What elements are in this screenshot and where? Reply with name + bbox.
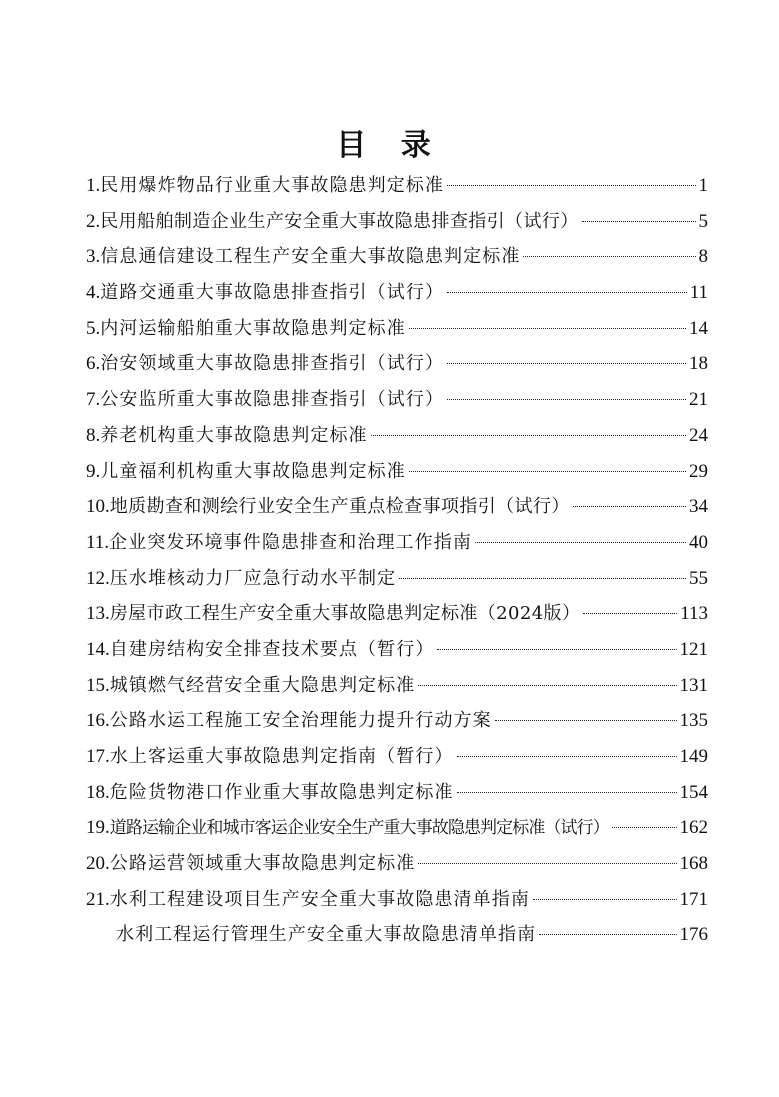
toc-entry-page: 40 xyxy=(689,531,708,553)
dot-leader xyxy=(457,792,677,793)
toc-entry-page: 14 xyxy=(689,317,708,339)
toc-entry[interactable] xyxy=(86,525,708,561)
toc-entry[interactable] xyxy=(86,775,708,811)
page-title: 目 录 xyxy=(336,128,443,163)
toc-entry[interactable] xyxy=(86,168,708,204)
toc-entry-title: 自建房结构安全排查技术要点（暂行） xyxy=(109,638,435,660)
toc-entry[interactable] xyxy=(86,239,708,275)
toc-entry-page: 55 xyxy=(689,567,708,589)
toc-entry-number: 19. xyxy=(86,817,110,839)
toc-entry-page: 171 xyxy=(679,888,708,910)
dot-leader xyxy=(539,934,676,935)
dot-leader xyxy=(399,578,686,579)
dot-leader xyxy=(437,649,676,650)
toc-entry-number: 15. xyxy=(86,674,110,696)
toc-entry[interactable] xyxy=(86,703,708,739)
toc-entry-title: 民用船舶制造企业生产安全重大事故隐患排查指引（试行） xyxy=(100,210,579,232)
dot-leader xyxy=(573,506,686,507)
dot-leader xyxy=(612,827,677,828)
toc-entry[interactable] xyxy=(86,418,708,454)
toc-entry-page: 5 xyxy=(698,210,708,232)
toc-entry-number: 5. xyxy=(86,317,101,339)
toc-entry[interactable] xyxy=(86,810,708,846)
toc-entry[interactable] xyxy=(86,882,708,918)
toc-entry-page: 18 xyxy=(689,353,708,375)
toc-entry[interactable] xyxy=(86,311,708,347)
dot-leader xyxy=(582,221,696,222)
toc-entry-number: 16. xyxy=(86,710,110,732)
toc-entry[interactable] xyxy=(86,668,708,704)
dot-leader xyxy=(523,256,695,257)
toc-entry-title: 养老机构重大事故隐患判定标准 xyxy=(100,424,368,446)
dot-leader xyxy=(447,399,686,400)
toc-entry-title: 道路交通重大事故隐患排查指引（试行） xyxy=(100,282,445,304)
toc-entry[interactable] xyxy=(86,275,708,311)
toc-entry-page: 29 xyxy=(689,460,708,482)
toc-entry-number: 17. xyxy=(86,746,110,767)
toc-entry-number: 13. xyxy=(86,603,110,625)
dot-leader xyxy=(371,435,686,436)
toc-entry-number: 8. xyxy=(86,424,101,446)
toc-entry-page: 176 xyxy=(679,924,708,946)
dot-leader xyxy=(418,863,676,864)
dot-leader xyxy=(409,471,686,472)
toc-entry-number: 21. xyxy=(86,888,110,910)
toc-entry-title: 公路运营领域重大事故隐患判定标准 xyxy=(109,853,416,875)
toc-entry-title: 房屋市政工程生产安全重大事故隐患判定标准（2024版） xyxy=(109,603,581,625)
toc-entry-number: 14. xyxy=(86,638,110,660)
toc-entry-page: 121 xyxy=(679,638,708,660)
toc-entry-number: 10. xyxy=(86,496,110,518)
toc-entry-page: 21 xyxy=(689,389,708,411)
dot-leader xyxy=(418,685,676,686)
toc-entry[interactable] xyxy=(86,489,708,525)
toc-entry[interactable] xyxy=(86,204,708,240)
toc-entry-page: 162 xyxy=(679,817,708,839)
toc-entry[interactable] xyxy=(86,454,708,490)
dot-leader xyxy=(447,185,695,186)
toc-entry-number: 6. xyxy=(86,353,101,375)
toc-entry[interactable] xyxy=(86,739,708,775)
dot-leader xyxy=(475,542,686,543)
toc-entry-number: 2. xyxy=(86,210,101,232)
toc-entry-number: 11. xyxy=(86,531,110,553)
toc-entry-page: 135 xyxy=(679,710,708,732)
toc-entry-title: 企业突发环境事件隐患排查和治理工作指南 xyxy=(109,531,472,553)
toc-entry-page: 24 xyxy=(689,424,708,446)
toc-entry-page: 8 xyxy=(698,246,708,268)
toc-entry-number: 4. xyxy=(86,282,101,304)
toc-entry[interactable] xyxy=(86,561,708,597)
toc-entry-title: 公路水运工程施工安全治理能力提升行动方案 xyxy=(109,710,492,732)
toc-entry-page: 1 xyxy=(698,175,708,196)
toc-entry[interactable] xyxy=(86,632,708,668)
toc-entry-number: 1. xyxy=(86,175,101,196)
toc-entry-title: 公安监所重大事故隐患排查指引（试行） xyxy=(100,389,445,411)
dot-leader xyxy=(447,292,687,293)
table-of-contents xyxy=(86,168,708,953)
toc-entry-title: 民用爆炸物品行业重大事故隐患判定标准 xyxy=(100,175,445,196)
toc-entry-title: 信息通信建设工程生产安全重大事故隐患判定标准 xyxy=(100,246,521,268)
toc-entry-page: 168 xyxy=(679,853,708,875)
toc-entry-number: 12. xyxy=(86,567,110,589)
toc-entry[interactable] xyxy=(86,917,708,953)
dot-leader xyxy=(409,328,686,329)
toc-entry-title: 地质勘查和测绘行业安全生产重点检查事项指引（试行） xyxy=(109,496,570,518)
toc-entry-number: 9. xyxy=(86,460,101,482)
toc-entry-title: 治安领域重大事故隐患排查指引（试行） xyxy=(100,353,445,375)
toc-entry-page: 131 xyxy=(679,674,708,696)
toc-entry-page: 113 xyxy=(680,603,708,625)
toc-entry-page: 149 xyxy=(679,746,708,767)
dot-leader xyxy=(447,363,686,364)
toc-entry-title: 城镇燃气经营安全重大隐患判定标准 xyxy=(109,674,416,696)
toc-entry-page: 11 xyxy=(689,282,708,304)
dot-leader xyxy=(495,720,677,721)
toc-entry-title: 水利工程运行管理生产安全重大事故隐患清单指南 xyxy=(116,924,537,946)
dot-leader xyxy=(583,613,677,614)
toc-entry[interactable] xyxy=(86,846,708,882)
toc-entry[interactable] xyxy=(86,346,708,382)
toc-entry-title: 危险货物港口作业重大事故隐患判定标准 xyxy=(109,781,454,803)
toc-entry-title: 水上客运重大事故隐患判定指南（暂行） xyxy=(109,746,454,767)
toc-entry-title: 压水堆核动力厂应急行动水平制定 xyxy=(109,567,397,589)
toc-entry-number: 20. xyxy=(86,853,110,875)
toc-entry-page: 154 xyxy=(679,781,708,803)
dot-leader xyxy=(533,899,677,900)
toc-entry-number: 7. xyxy=(86,389,101,411)
toc-entry-title: 水利工程建设项目生产安全重大事故隐患清单指南 xyxy=(109,888,530,910)
toc-entry-number: 3. xyxy=(86,246,101,268)
toc-entry-title: 内河运输船舶重大事故隐患判定标准 xyxy=(100,317,406,339)
toc-entry-title: 儿童福利机构重大事故隐患判定标准 xyxy=(100,460,406,482)
toc-entry-page: 34 xyxy=(689,496,708,518)
toc-entry-number: 18. xyxy=(86,781,110,803)
toc-entry[interactable] xyxy=(86,382,708,418)
dot-leader xyxy=(457,756,677,757)
toc-entry[interactable] xyxy=(86,596,708,632)
toc-entry-title: 道路运输企业和城市客运企业安全生产重大事故隐患判定标准（试行） xyxy=(109,818,609,839)
